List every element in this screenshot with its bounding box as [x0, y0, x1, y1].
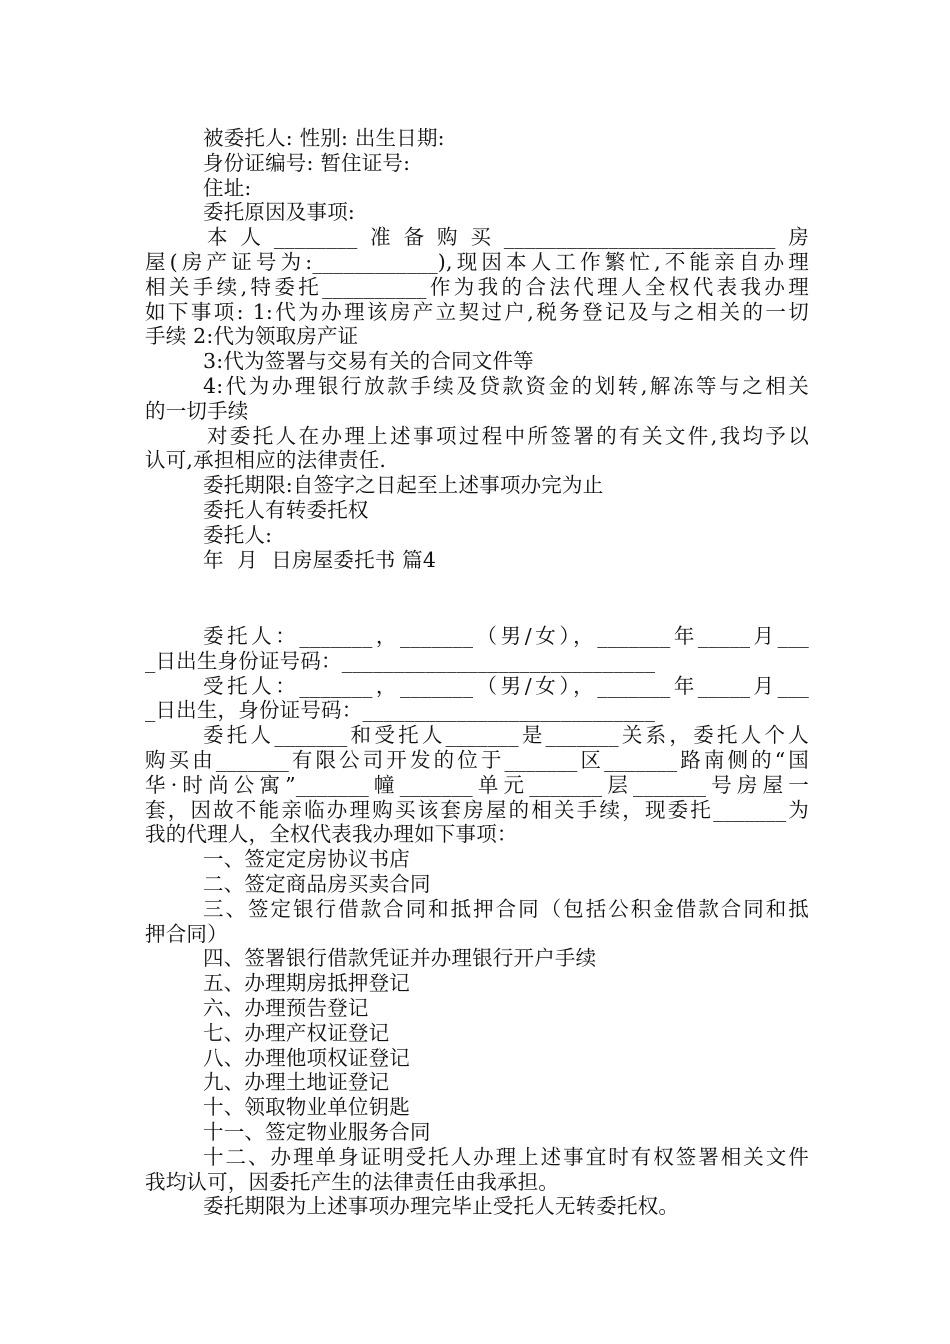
paragraph-line: 认可,承担相应的法律责任. [145, 448, 387, 473]
term-line: 委托期限:自签字之日起至上述事项办完为止 [203, 473, 604, 498]
paragraph-line: 如下事项: 1:代为办理该房产立契过户,税务登记及与之相关的一切 [145, 299, 809, 324]
address-line: 住址: [203, 175, 252, 200]
list-item: 十、领取物业单位钥匙 [203, 1095, 410, 1120]
item-line: 3:代为签署与交易有关的合同文件等 [203, 349, 534, 374]
trustee-info-line: 被委托人: 性别: 出生日期: [203, 126, 445, 150]
list-item: 十二、办理单身证明受托人办理上述事宜时有权签署相关文件 [203, 1144, 809, 1169]
paragraph-line: 华·时尚公寓”_______幢_______单元_______层_______号房屋一 [145, 772, 809, 797]
agent-info-line: 受托人：_______，_______（男/女），_______年_____月___ [203, 673, 809, 698]
signature-line: 委托人: [203, 522, 273, 547]
item-line: 的一切手续 [145, 398, 249, 423]
list-item: 八、办理他项权证登记 [203, 1045, 410, 1070]
list-item: 押合同） [145, 921, 228, 946]
paragraph-line: 手续 2:代为领取房产证 [145, 324, 359, 349]
list-item: 三、签定银行借款合同和抵押合同（包括公积金借款合同和抵 [203, 896, 809, 921]
power-of-attorney-section-1 [145, 126, 809, 572]
reason-heading: 委托原因及事项: [203, 200, 356, 225]
principal-id-line: _日出生身份证号码：______________________________ [145, 648, 656, 673]
agent-id-line: _日出生，身份证号码：____________________________ [145, 698, 656, 723]
paragraph-line: 我的代理人，全权代表我办理如下事项： [145, 822, 518, 847]
list-item: 九、办理土地证登记 [203, 1070, 390, 1095]
list-item: 二、签定商品房买卖合同 [203, 871, 431, 896]
paragraph-line: 套，因故不能亲临办理购买该套房屋的相关手续，现委托_______为 [145, 797, 809, 822]
principal-info-line: 委托人：_______，_______（男/女），_______年_____月___ [203, 624, 809, 648]
list-item: 我均认可，因委托产生的法律责任由我承担。 [145, 1169, 559, 1194]
paragraph-line: 屋(房产证号为:____________),现因本人工作繁忙,不能亲自办理 [145, 249, 809, 274]
list-item: 十一、签定物业服务合同 [203, 1119, 431, 1144]
date-title-line: 年 月 日房屋委托书 篇4 [203, 547, 437, 572]
list-item: 六、办理预告登记 [203, 995, 369, 1020]
paragraph-line: 购买由_______有限公司开发的位于_______区_______路南侧的“国 [145, 747, 809, 772]
id-number-line: 身份证编号: 暂住证号: [203, 150, 411, 175]
term-line: 委托期限为上述事项办理完毕止受托人无转委托权。 [203, 1194, 680, 1219]
list-item: 七、办理产权证登记 [203, 1020, 390, 1045]
list-item: 四、签署银行借款凭证并办理银行开户手续 [203, 946, 597, 971]
list-item: 五、办理期房抵押登记 [203, 971, 410, 996]
item-line: 4:代为办理银行放款手续及贷款资金的划转,解冻等与之相关 [203, 373, 809, 398]
paragraph-line: 对委托人在办理上述事项过程中所签署的有关文件,我均予以 [207, 423, 809, 448]
paragraph-line: 相关手续,特委托__________作为我的合法代理人全权代表我办理 [145, 274, 809, 299]
paragraph-line: 本人________准备购买__________________________房 [207, 225, 809, 250]
list-item: 一、签定定房协议书店 [203, 847, 410, 872]
sub-delegation-line: 委托人有转委托权 [203, 497, 369, 522]
paragraph-line: 委托人_______和受托人_______是_______关系，委托人个人 [203, 723, 809, 748]
power-of-attorney-section-2 [145, 624, 809, 1219]
